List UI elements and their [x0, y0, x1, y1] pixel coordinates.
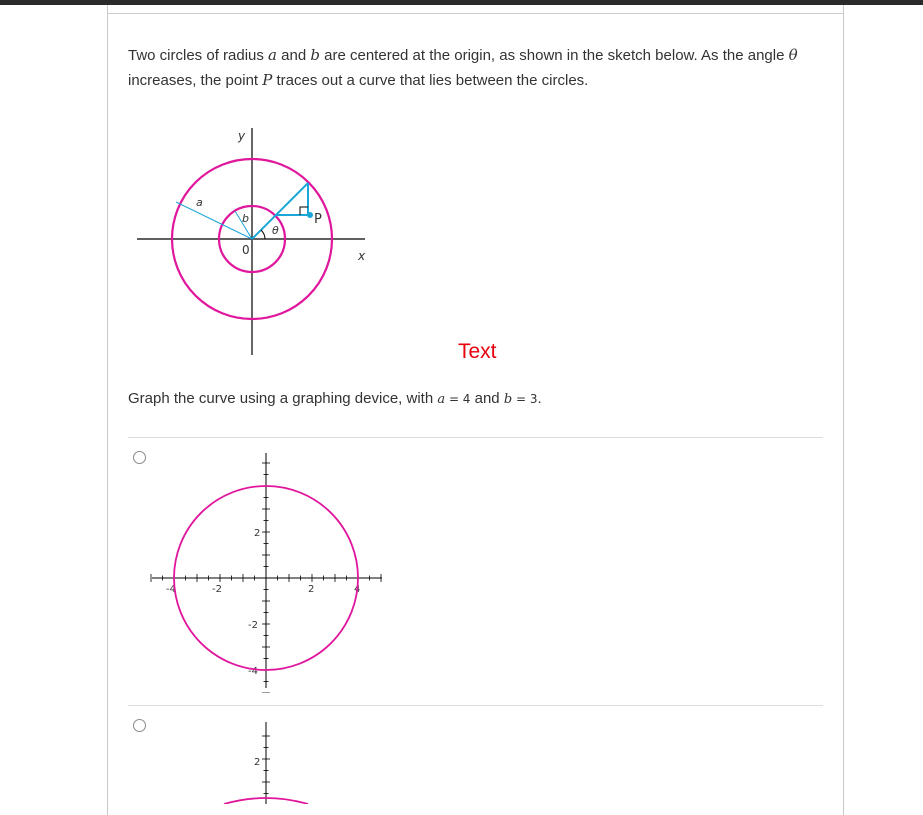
x-tick-label: -2 [212, 584, 222, 595]
text-label: Text [458, 340, 497, 363]
option-2-radio[interactable] [133, 719, 146, 732]
x-tick-label: 2 [308, 584, 315, 595]
right-angle-marker [300, 207, 308, 215]
y-tick-label: 2 [254, 757, 261, 768]
y-axis-label: y [238, 129, 246, 143]
card-top-divider [107, 13, 843, 14]
x-tick-label: 4 [354, 584, 361, 595]
x-axis-label: x [358, 249, 366, 263]
option-1-graph [150, 453, 390, 693]
theta-arc [261, 230, 265, 239]
question-prompt: Graph the curve using a graphing device, with a = 4 and b = 3. [128, 390, 542, 407]
x-tick-label: -4 [166, 584, 176, 595]
option-2-graph [150, 720, 390, 804]
y-tick-label: -4 [248, 666, 258, 677]
origin-label: 0 [242, 243, 250, 257]
a-label: a [196, 196, 203, 209]
point-p [307, 212, 313, 218]
b-label: b [242, 212, 249, 225]
option-divider [128, 705, 823, 706]
y-tick-label: 2 [254, 528, 261, 539]
theta-label: θ [272, 224, 279, 237]
question-intro: Two circles of radius a and b are centered at the origin, as shown in the sketch below. As the angle θ increases, the point P traces out a curve that lies between the circles. [128, 46, 798, 89]
option-1-radio[interactable] [133, 451, 146, 464]
option-divider [128, 437, 823, 438]
circles-sketch [132, 120, 382, 360]
y-tick-label: -2 [248, 620, 258, 631]
p-label: P [314, 212, 322, 227]
